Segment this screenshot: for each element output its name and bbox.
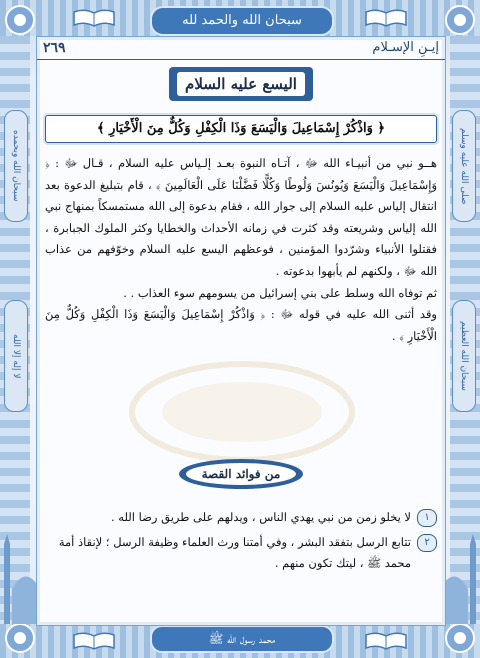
running-title: إيـنِ الإسـلام (372, 40, 439, 55)
title-frame (169, 67, 313, 101)
corner-ornament-icon (440, 618, 480, 658)
bottom-calligraphy-banner: محمد رسول الله ﷺ (150, 625, 334, 653)
list-item-text: لا يخلو زمن من نبي يهدي الناس ، ويدلهم على طريق رضا الله . (111, 510, 411, 524)
list-number-badge: ٢ (417, 534, 437, 552)
page-title: اليسع عليه السلام (177, 72, 305, 96)
content-area (36, 36, 446, 626)
list-item (45, 532, 437, 574)
benefits-list (45, 507, 437, 578)
side-calligraphy-panel: سبحان الله العظيم (452, 300, 476, 412)
corner-ornament-icon (0, 0, 40, 40)
corner-ornament-icon (440, 0, 480, 40)
watermark-logo-icon (127, 357, 357, 467)
story-body (45, 153, 437, 347)
list-item (45, 507, 437, 528)
benefits-title-frame (179, 459, 303, 489)
paragraph: ثم توفاه الله وسلط على بني إسرائيل من يسومهم سوء العذاب . . (123, 285, 437, 300)
side-calligraphy-panel: لا إله إلا الله (4, 300, 28, 412)
top-calligraphy-banner: سبحان الله والحمد لله (150, 6, 334, 36)
page-header (37, 37, 445, 60)
side-calligraphy-panel: سبحان الله وبحمده (4, 110, 28, 222)
side-calligraphy-panel: صلى الله عليه وسلم (452, 110, 476, 222)
verse-text: ﴿ وَاذْكُرْ إِسْمَاعِيلَ وَالْيَسَعَ وَذَا الْكِفْلِ وَكُلٌّ مِنَ الْأَخْيَارِ ﴾ (96, 121, 386, 136)
open-book-icon (364, 631, 408, 651)
corner-ornament-icon (0, 618, 40, 658)
paragraph: هــو نبي من أنبيـاء الله ﷻ ، آتـاه النبوة بعـد إلـياس عليه السلام ، قـال ﷻ : ﴿ وَإِسْمَاعِيلَ وَالْيَسَعَ وَيُونُسَ وَلُوطًا وَكُلًّا فَضَّلْنَا عَلَى الْعَالَمِينَ ﴾ ، قام بتبليغ الدعوة بعد انتقال إلياس عليه السلام إلى جوار الله ، فقام بدعوة إلى الله مستمسكاً بمنهاج نبي الله إلياس وشريعته وقد كثرت في زمانه الأحداث والخطايا وكثر الملوك الجبابرة ، فقتلوا الأنبياء وشرّدوا المؤمنين ، فوعظهم اليسع عليه السلام وخوّفهم من عذاب الله ﷻ ، ولكنهم لم يأبهوا بدعوته . (45, 156, 437, 278)
open-book-icon (364, 8, 408, 28)
verse-box (45, 115, 437, 143)
open-book-icon (72, 631, 116, 651)
paragraph: وقد أثنى الله عليه في قوله ﷻ : ﴿ وَاذْكُرْ إِسْمَاعِيلَ وَالْيَسَعَ وَذَا الْكِفْلِ وَكُلٌّ مِنَ الْأَخْيَارِ ﴾ . (45, 307, 437, 343)
benefits-title: من فوائد القصة (186, 463, 296, 485)
open-book-icon (72, 8, 116, 28)
page-number: ٢٦٩ (43, 40, 66, 56)
list-item-text: تتابع الرسل بتفقد البشر ، وفي أمتنا ورث العلماء وظيفة الرسل ؛ لإنقاذ أمة محمد ﷺ ، ليتك تكون منهم . (58, 535, 411, 570)
list-number-badge: ١ (417, 509, 437, 527)
